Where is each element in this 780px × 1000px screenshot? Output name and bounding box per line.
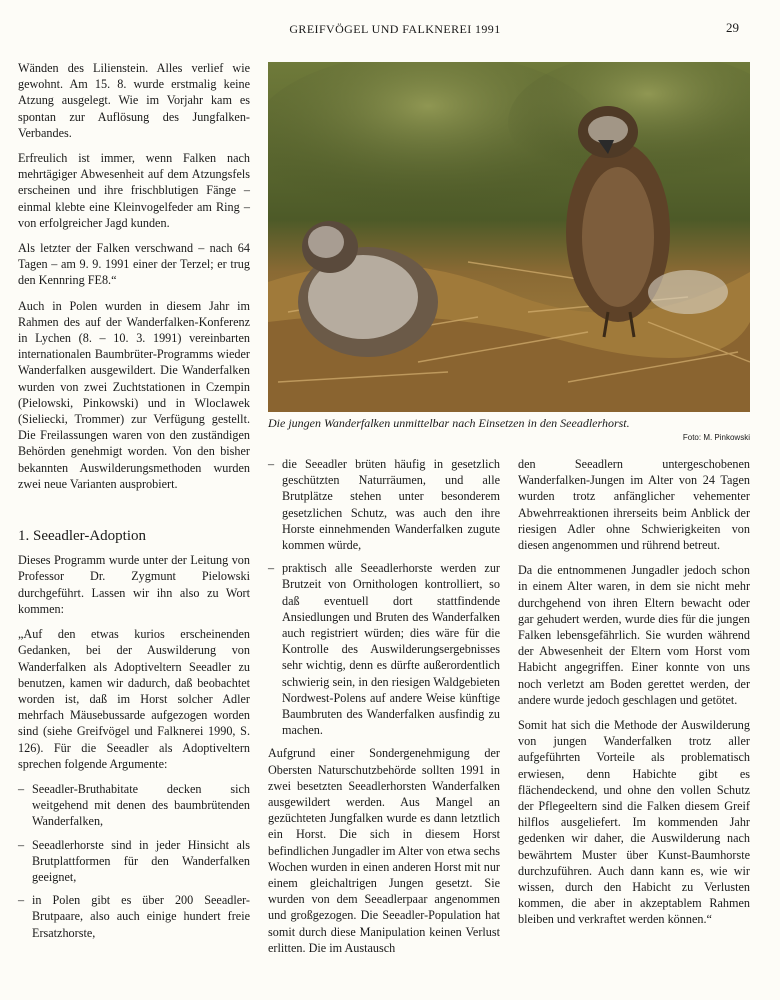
argument-list: [268, 456, 500, 738]
list-item: – Seeadler-Bruthabitate decken sich weitgehend mit denen des baumbrütenden Wanderfalken,: [18, 781, 250, 830]
list-item: – Seeadlerhorste sind in jeder Hinsicht als Brutplattformen für den Wanderfalken geeignet,: [18, 837, 250, 886]
photo-credit: Foto: M. Pinkowski: [682, 433, 750, 442]
paragraph: Aufgrund einer Sondergenehmigung der Obersten Naturschutzbehörde sollten 1991 in zwei besetzten Seeadlerhorsten Wanderfalken ausgewildert werden. Aus Mangel an gezüchteten Jungfalken wurde es dann letztlich ein Horst. Die sich in diesem Horst befindlichen Jungadler im Alter von etwa sechs Wochen wurden in einen anderen Horst mit nur einem gleichaltrigen Jungen gesetzt. Sie wurden von dem Seeadlerpaar angenommen und großgezogen. Die Seeadler-Population hat somit durch diese Manipulation keinen Verlust erlitten. Die im Austausch: [268, 746, 500, 955]
text-column-1: [18, 60, 250, 948]
paragraph: Auch in Polen wurden in diesem Jahr im Rahmen des auf der Wanderfalken-Konferenz in Lychen (8. – 10. 3. 1991) vereinbarten internationalen Baumbrüter-Programms wieder Wanderfalken ausgewildert. Die Wanderfalken wurden von zwei Zuchtstationen in Czempin (Pielowski, Pinkowski) und in Wloclawek (Sieliecki, Trommer) zur Verfügung gestellt. Die Freilassungen waren von den zuständigen Behörden genehmigt worden. Von den bisher bekannten Auswilderungsmethoden wurden zwei neue Varianten ausprobiert.: [18, 298, 250, 491]
text-column-3: [518, 456, 750, 937]
paragraph: den Seeadlern untergeschobenen Wanderfalken-Jungen im Alter von 24 Tagen wurden trotz anfänglicher vehementer Abwehrreaktionen ihrerseits beim Anblick der riesigen Adler ohne Schwierigkeiten von diesen angenommen und rührend betreut.: [518, 457, 750, 553]
list-item: – in Polen gibt es über 200 Seeadler-Brutpaare, also auch einige hundert freie Ersatzhorste,: [18, 892, 250, 941]
argument-list: [18, 781, 250, 941]
list-item: – praktisch alle Seeadlerhorste werden zur Brutzeit von Ornithologen kontrolliert, so daß eventuell dort stattfindende Ansiedlungen und Bruten des Wanderfalken auch registriert würden; dies wäre für die Kontrolle des Auswilderungsergebnisses sehr wichtig, denn es dürfte außerordentlich schwierig sein, in den riesigen Waldgebieten Nordwest-Polens auf andere Weise künftige Baumbruten des Wanderfalken ausfindig zu machen.: [268, 560, 500, 738]
falcon-nest-photo: [268, 62, 750, 412]
paragraph: Somit hat sich die Methode der Auswilderung von jungen Wanderfalken trotz aller aufgeführten Vorteile als problematisch erwiesen, denn Habichte gibt es flächendeckend, und ohne den vollen Schutz der Pflegeeltern sind die Falken diesem Greif hilflos ausgeliefert. Im kommenden Jahr gedenken wir daher, die Auswilderung nach bewährtem Muster über Kunst-Baumhorste durchzuführen. Auch dann kann es, wie wir wissen, durch den Habicht zu Verlusten kommen, die aber in akzeptablem Rahmen bleiben und verkraftet werden können.“: [518, 718, 750, 927]
list-item: – die Seeadler brüten häufig in gesetzlich geschützten Naturräumen, und alle Brutplätze stehen unter besonderem gesetzlichen Schutz, was auch den ihre Horste einnehmenden Wanderfalken zugute kommen würde,: [268, 456, 500, 553]
quote-paragraph: „Auf den etwas kurios erscheinenden Gedanken, bei der Auswilderung von Wanderfalken als Adoptiveltern Seeadler zu benutzen, kamen wir dadurch, daß beobachtet worden ist, daß im Horst solcher Adler mehrfach Mäusebussarde aufgezogen worden sind (siehe Greifvögel und Falknerei 1990, S. 126). Für die Seeadler als Adoptiveltern sprechen folgende Argumente:: [18, 627, 250, 771]
photo-caption: Die jungen Wanderfalken unmittelbar nach Einsetzen in den Seeadlerhorst.: [268, 416, 630, 430]
paragraph: Da die entnommenen Jungadler jedoch schon in einem Alter waren, in dem sie nicht mehr durchgehend von ihren Eltern bewacht oder gar gehudert werden, wurde dies für die jungen Falken lebensgefährlich. Sie wurden während der Abwesenheit der Eltern vom Horst vom Habicht angegriffen. Einer konnte von uns noch verletzt am Boden gerettet werden, der andere wurde jedoch geschlagen und getötet.: [518, 563, 750, 707]
paragraph: Dieses Programm wurde unter der Leitung von Professor Dr. Zygmunt Pielowski durchgeführt. Lassen wir ihn also zu Wort kommen:: [18, 553, 250, 616]
section-heading: 1. Seeadler-Adoption: [18, 528, 146, 545]
paragraph: Als letzter der Falken verschwand – nach 64 Tagen – am 9. 9. 1991 einer der Terzel; er trug den Kennring FE8.“: [18, 241, 250, 288]
running-head: GREIFVÖGEL UND FALKNEREI 1991: [289, 22, 501, 36]
paragraph: Erfreulich ist immer, wenn Falken nach mehrtägiger Abwesenheit auf dem Atzungsfels erscheinen und ihre frischblutigen Fänge – einmal klebte eine Kleinvogelfeder am Ring – von erfolgreicher Jagd kunden.: [18, 151, 250, 230]
paragraph: Wänden des Lilienstein. Alles verlief wie gewohnt. Am 15. 8. wurde erstmalig keine Atzung ausgelegt. Wie im Vorjahr kam es spontan zur Auflösung des Jungfalken-Verbandes.: [18, 61, 250, 140]
text-column-2: [268, 456, 500, 965]
page-number: 29: [726, 20, 739, 35]
